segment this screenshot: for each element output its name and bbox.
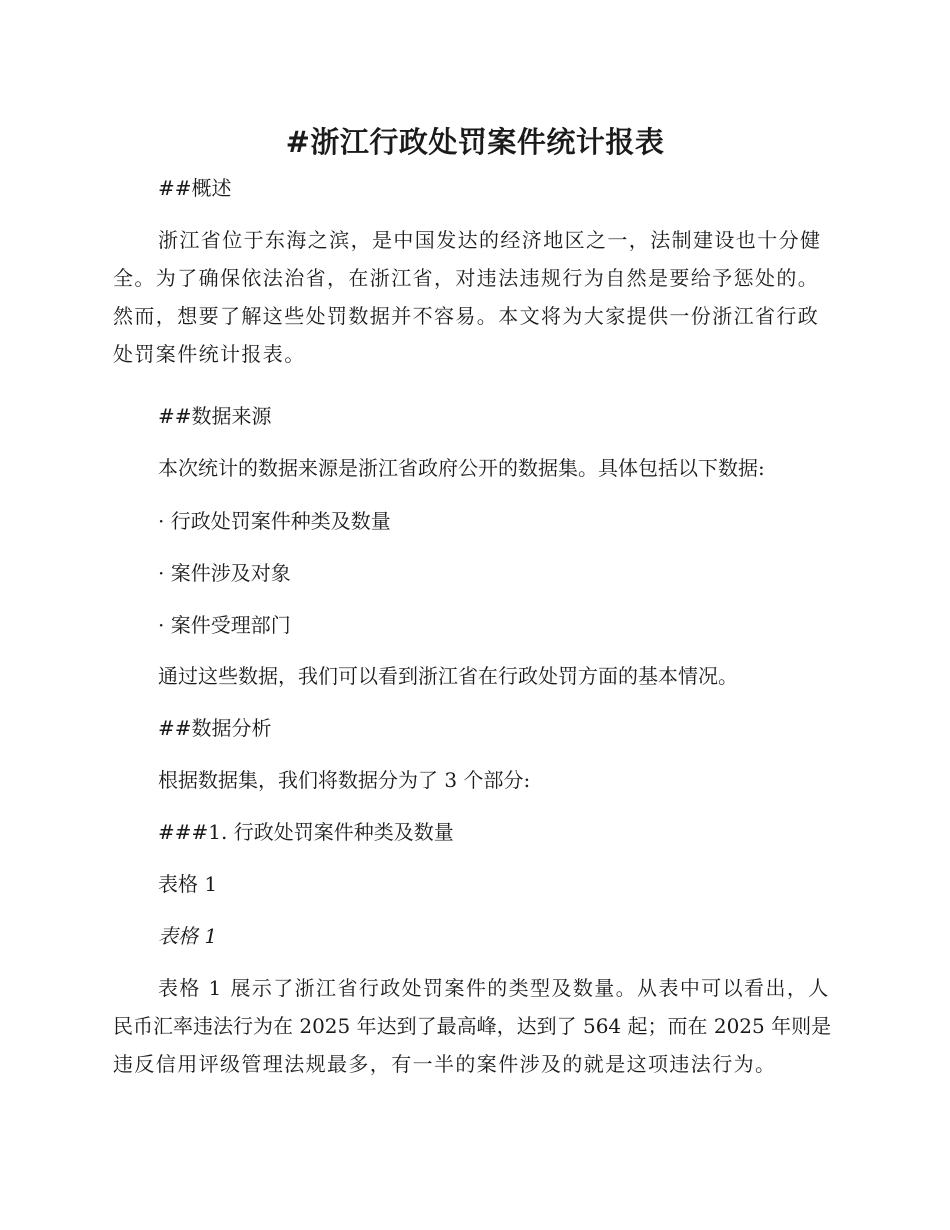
source-intro: 本次统计的数据来源是浙江省政府公开的数据集。具体包括以下数据: xyxy=(158,456,765,480)
overview-heading: ##概述 xyxy=(158,176,232,200)
overview-line-3: 然而，想要了解这些处罚数据并不容易。本文将为大家提供一份浙江省行政 xyxy=(113,304,820,328)
source-outro: 通过这些数据，我们可以看到浙江省在行政处罚方面的基本情况。 xyxy=(158,664,738,688)
analysis-line-1: 表格 1 展示了浙江省行政处罚案件的类型及数量。从表中可以看出，人 xyxy=(158,976,830,1000)
document-title: #浙江行政处罚案件统计报表 xyxy=(285,125,665,159)
analysis-heading: ##数据分析 xyxy=(158,716,272,740)
overview-line-2: 全。为了确保依法治省，在浙江省，对违法违规行为自然是要给予惩处的。 xyxy=(113,266,820,290)
overview-line-4: 处罚案件统计报表。 xyxy=(113,342,306,366)
analysis-line-3: 违反信用评级管理法规最多，有一半的案件涉及的就是这项违法行为。 xyxy=(113,1052,777,1076)
list-item: · 案件受理部门 xyxy=(158,613,291,637)
table-caption: 表格 1 xyxy=(158,924,218,948)
analysis-intro: 根据数据集，我们将数据分为了 3 个部分: xyxy=(158,768,531,792)
sub-heading-1: ###1. 行政处罚案件种类及数量 xyxy=(158,820,454,844)
source-heading: ##数据来源 xyxy=(158,404,272,428)
list-item: · 案件涉及对象 xyxy=(158,561,291,585)
analysis-line-2: 民币汇率违法行为在 2025 年达到了最高峰，达到了 564 起；而在 2025 年则是 xyxy=(113,1014,832,1038)
list-item: · 行政处罚案件种类及数量 xyxy=(158,509,391,533)
overview-line-1: 浙江省位于东海之滨，是中国发达的经济地区之一，法制建设也十分健 xyxy=(158,228,822,252)
table-label: 表格 1 xyxy=(158,872,218,896)
